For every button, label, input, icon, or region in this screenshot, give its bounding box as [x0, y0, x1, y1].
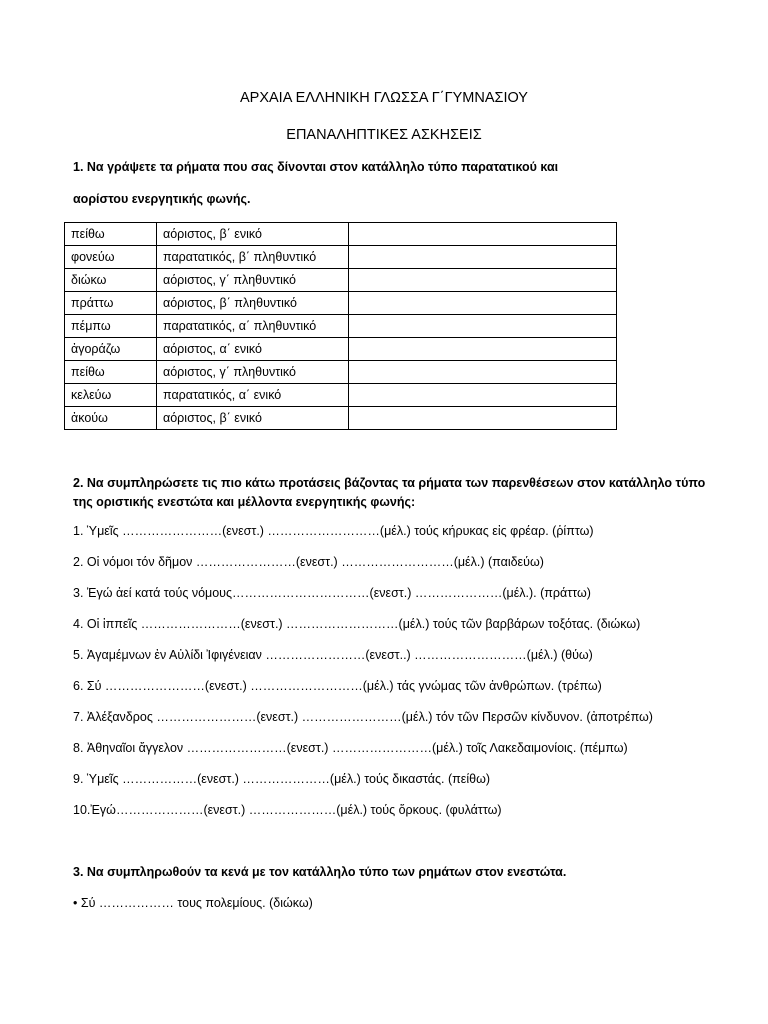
exercise2-instruction: 2. Να συμπληρώσετε τις πιο κάτω προτάσεις βάζοντας τα ρήματα των παρενθέσεων στον κατάλληλο τύπο της οριστικής ενεστώτα και μέλλοντα ενεργητικής φωνής:: [73, 476, 706, 509]
answer-cell[interactable]: [349, 407, 617, 430]
answer-cell[interactable]: [349, 361, 617, 384]
exercise2-sentence: 8. Ἀθηναῖοι ἄγγελον ……………………(ενεστ.) ……………………(μέλ.) τοῖς Λακεδαιμονίοις. (πέμπω): [73, 741, 628, 755]
exercise2-sentence: 2. Οἱ νόμοι τόν δῆμον ……………………(ενεστ.) ………………………(μέλ.) (παιδεύω): [73, 555, 544, 569]
verb-cell: φονεύω: [65, 246, 157, 269]
verb-cell: κελεύω: [65, 384, 157, 407]
table-row: [65, 338, 617, 361]
answer-cell[interactable]: [349, 384, 617, 407]
exercise2-sentence: 7. Ἀλέξανδρος ……………………(ενεστ.) ……………………(μέλ.) τόν τῶν Περσῶν κίνδυνον. (ἀποτρέπω): [73, 710, 653, 724]
form-cell: αόριστος, β΄ πληθυντικό: [157, 292, 349, 315]
verb-cell: ἀκούω: [65, 407, 157, 430]
exercise2-sentence: 6. Σύ ……………………(ενεστ.) ………………………(μέλ.) τάς γνώμας τῶν ἀνθρώπων. (τρέπω): [73, 679, 602, 693]
form-cell: αόριστος, γ΄ πληθυντικό: [157, 361, 349, 384]
answer-cell[interactable]: [349, 246, 617, 269]
form-cell: παρατατικός, α΄ πληθυντικό: [157, 315, 349, 338]
table-row: [65, 269, 617, 292]
answer-cell[interactable]: [349, 338, 617, 361]
form-cell: παρατατικός, α΄ ενικό: [157, 384, 349, 407]
table-row: [65, 361, 617, 384]
verb-cell: πέμπω: [65, 315, 157, 338]
table-row: [65, 292, 617, 315]
form-cell: αόριστος, β΄ ενικό: [157, 407, 349, 430]
table-row: [65, 384, 617, 407]
exercise2-sentence: 5. Ἀγαμέμνων ἐν Αὐλίδι Ἰφιγένειαν ……………………(ενεστ..) ………………………(μέλ.) (θύω): [73, 648, 593, 662]
form-cell: αόριστος, α΄ ενικό: [157, 338, 349, 361]
exercise2-sentence: 10.Ἐγώ…………………(ενεστ.) …………………(μέλ.) τούς ὅρκους. (φυλάττω): [73, 803, 502, 817]
exercise2-sentence: 4. Οἱ ἱππεῖς ……………………(ενεστ.) ………………………(μέλ.) τούς τῶν βαρβάρων τοξότας. (διώκω): [73, 617, 641, 631]
form-cell: αόριστος, γ΄ πληθυντικό: [157, 269, 349, 292]
page-title: ΑΡΧΑΙΑ ΕΛΛΗΝΙΚΗ ΓΛΩΣΣΑ Γ΄ΓΥΜΝΑΣΙΟΥ: [240, 90, 528, 106]
table-row: [65, 223, 617, 246]
form-cell: αόριστος, β΄ ενικό: [157, 223, 349, 246]
verb-cell: ἀγοράζω: [65, 338, 157, 361]
verb-cell: πείθω: [65, 361, 157, 384]
table-row: [65, 246, 617, 269]
exercise3-instruction: 3. Να συμπληρωθούν τα κενά με τον κατάλληλο τύπο των ρημάτων στον ενεστώτα.: [73, 865, 567, 879]
answer-cell[interactable]: [349, 269, 617, 292]
exercise2-sentence: 3. Ἐγώ ἀεί κατά τούς νόμους……………………………(ενεστ.) …………………(μέλ.). (πράττω): [73, 586, 591, 600]
answer-cell[interactable]: [349, 292, 617, 315]
table-row: [65, 407, 617, 430]
form-cell: παρατατικός, β΄ πληθυντικό: [157, 246, 349, 269]
verb-cell: πράττω: [65, 292, 157, 315]
page-subtitle: ΕΠΑΝΑΛΗΠΤΙΚΕΣ ΑΣΚΗΣΕΙΣ: [286, 127, 482, 143]
exercise2-sentence: 1. Ὑμεῖς ……………………(ενεστ.) ………………………(μέλ.) τούς κήρυκας εἰς φρέαρ. (ῥίπτω): [73, 524, 594, 538]
answer-cell[interactable]: [349, 223, 617, 246]
verb-cell: πείθω: [65, 223, 157, 246]
exercise1-instruction-line2: αορίστου ενεργητικής φωνής.: [73, 192, 251, 206]
exercise1-instruction-line1: 1. Να γράψετε τα ρήματα που σας δίνονται στον κατάλληλο τύπο παρατατικού και: [73, 160, 559, 174]
answer-cell[interactable]: [349, 315, 617, 338]
verb-table: [64, 222, 617, 430]
verb-cell: διώκω: [65, 269, 157, 292]
exercise2-sentence: 9. Ὑμεῖς ………………(ενεστ.) …………………(μέλ.) τούς δικαστάς. (πείθω): [73, 772, 491, 786]
table-row: [65, 315, 617, 338]
exercise3-item: • Σύ ……………… τους πολεμίους. (διώκω): [73, 896, 313, 910]
